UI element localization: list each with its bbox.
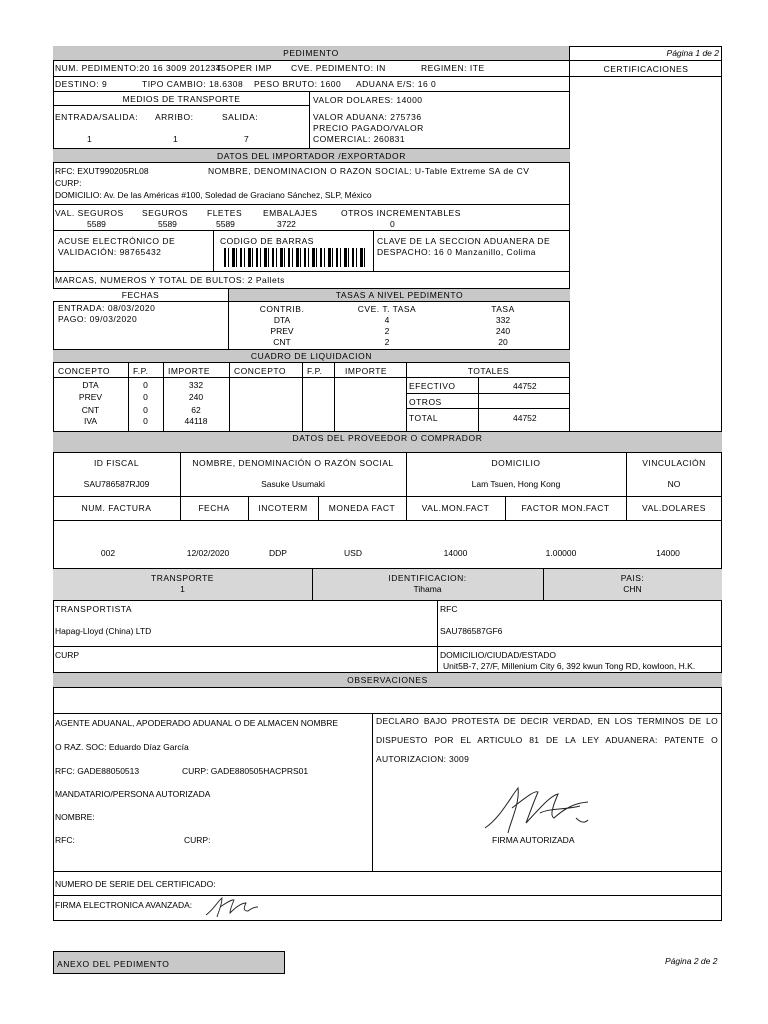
- anexo-title: ANEXO DEL PEDIMENTO: [53, 951, 285, 974]
- agente-line2: O RAZ. SOC: Eduardo Díaz García: [55, 742, 189, 752]
- efectivo-label: EFECTIVO: [409, 381, 456, 391]
- embalajes-label: EMBALAJES: [263, 208, 318, 218]
- agente-line1: AGENTE ADUANAL, APODERADO ADUANAL O DE ALMACEN NOMBRE: [55, 718, 339, 728]
- mandatario-curp: CURP:: [184, 835, 211, 845]
- barcode: [224, 248, 366, 267]
- observaciones-title: OBSERVACIONES: [53, 673, 722, 688]
- otros-label: OTROS: [409, 397, 442, 407]
- liq-h-importe: IMPORTE: [168, 366, 211, 376]
- firma-electronica: FIRMA ELECTRONICA AVANZADA:: [55, 900, 193, 910]
- prov-domicilio: Lam Tsuen, Hong Kong: [471, 479, 561, 489]
- liq-importe-cnt: 62: [191, 405, 201, 415]
- transportista-rfc-label: RFC: [440, 604, 458, 614]
- fletes-label: FLETES: [207, 208, 243, 218]
- fecha-pago: PAGO: 09/03/2020: [58, 314, 138, 324]
- destino: DESTINO: 9: [55, 79, 108, 89]
- liq-fp-prev: 0: [143, 392, 148, 402]
- mandatario-rfc: RFC:: [55, 835, 75, 845]
- peso-bruto: PESO BRUTO: 1600: [254, 79, 342, 89]
- transportista-label: TRANSPORTISTA: [55, 604, 133, 614]
- tasa-cve-cnt: 2: [384, 337, 390, 347]
- pedimento-title: PEDIMENTO: [53, 46, 570, 61]
- transporte-h: TRANSPORTE: [151, 573, 214, 583]
- pais-value: CHN: [623, 584, 642, 594]
- fact-numero: 002: [100, 548, 116, 558]
- mandatario-nombre: NOMBRE:: [55, 812, 95, 822]
- identificacion-h: IDENTIFICACION:: [388, 573, 467, 583]
- regimen: REGIMEN: ITE: [421, 63, 485, 73]
- firma-electronica-signature: [204, 895, 260, 919]
- liq-concepto-dta: DTA: [82, 380, 99, 390]
- valor-aduana: VALOR ADUANA: 275736: [313, 112, 422, 122]
- identificacion-value: Tihama: [413, 584, 442, 594]
- liq-concepto-cnt: CNT: [81, 405, 100, 415]
- liq-fp-cnt: 0: [143, 405, 148, 415]
- tasa-contrib-dta: DTA: [273, 315, 291, 325]
- fact-valdol: 14000: [656, 548, 680, 558]
- declaracion: DECLARO BAJO PROTESTA DE DECIR VERDAD, EN LOS TERMINOS DE LO DISPUESTO POR EL ARTICULO 81 DE LA LEY ADUANERA: PATENTE O AUTORIZACION: 3009: [376, 716, 718, 764]
- fact-valmon: 14000: [443, 548, 468, 558]
- valor-comercial: COMERCIAL: 260831: [313, 134, 406, 144]
- num-pedimento: NUM. PEDIMENTO:20 16 3009 2012345: [55, 63, 227, 73]
- prov-id: SAU786587RJ09: [83, 479, 150, 489]
- tasa-cve-prev: 2: [384, 326, 390, 336]
- certificaciones-title: CERTIFICACIONES: [570, 61, 722, 77]
- proveedor-title: DATOS DEL PROVEEDOR O COMPRADOR: [53, 431, 722, 453]
- page-number-1: Página 1 de 2: [570, 46, 722, 61]
- importer-nombre: NOMBRE, DENOMINACION O RAZON SOCIAL: U-Table Extreme SA de CV: [208, 166, 530, 176]
- val-seguros-label: VAL. SEGUROS: [55, 208, 124, 218]
- fact-h-valdol: VAL.DOLARES: [642, 503, 706, 513]
- total-value: 44752: [513, 413, 537, 423]
- marcas: MARCAS, NUMEROS Y TOTAL DE BULTOS: 2 Pallets: [55, 275, 285, 285]
- liq-concepto-prev: PREV: [78, 392, 103, 402]
- clave-line1: CLAVE DE LA SECCION ADUANERA DE: [377, 236, 551, 246]
- salida-value: 7: [244, 134, 249, 144]
- valor-dolares: VALOR DOLARES: 14000: [313, 95, 423, 105]
- seguros-label: SEGUROS: [142, 208, 189, 218]
- transportista-value: Hapag-Lloyd (China) LTD: [55, 626, 152, 636]
- importer-curp: CURP:: [55, 178, 82, 188]
- codigo-barras-label: CODIGO DE BARRAS: [220, 236, 314, 246]
- liquidacion-title: CUADRO DE LIQUIDACION: [53, 349, 570, 363]
- efectivo-value: 44752: [513, 381, 537, 391]
- liq-h-importe2: IMPORTE: [345, 366, 388, 376]
- importer-title: DATOS DEL IMPORTADOR /EXPORTADOR: [53, 149, 570, 163]
- liq-vline-3: [229, 363, 230, 431]
- fact-h-incoterm: INCOTERM: [258, 503, 308, 513]
- liq-vline-4: [302, 363, 303, 431]
- precio-pagado: PRECIO PAGADO/VALOR: [313, 123, 424, 133]
- liq-vline-5: [334, 363, 335, 431]
- otros-incrementables-label: OTROS INCREMENTABLES: [341, 208, 461, 218]
- factura-values-row: [53, 521, 722, 569]
- acuse-line1: ACUSE ELECTRÓNICO DE: [58, 236, 176, 246]
- prov-h-id: ID FISCAL: [93, 458, 140, 468]
- prov-h-nombre: NOMBRE, DENOMINACIÓN O RAZÓN SOCIAL: [192, 458, 394, 468]
- val-seguros-value: 5589: [87, 219, 106, 229]
- transportista-domicilio-label: DOMICILIO/CIUDAD/ESTADO: [440, 650, 557, 660]
- aduana: ADUANA E/S: 16 0: [356, 79, 437, 89]
- prov-h-domicilio: DOMICILIO: [491, 458, 541, 468]
- otros-incrementables-value: 0: [390, 219, 395, 229]
- transportista-row: [53, 601, 722, 647]
- page-number-2: Página 2 de 2: [665, 956, 718, 966]
- liq-h-fp: F.P.: [133, 366, 149, 376]
- prov-nombre: Sasuke Usumaki: [261, 479, 325, 489]
- fact-moneda: USD: [344, 548, 362, 558]
- salida-label: SALIDA:: [222, 112, 259, 122]
- fletes-value: 5589: [216, 219, 235, 229]
- liq-concepto-iva: IVA: [83, 416, 98, 426]
- fact-factor: 1.00000: [545, 548, 577, 558]
- liq-fp-dta: 0: [143, 380, 148, 390]
- tasa-value-dta: 332: [495, 315, 511, 325]
- tasa-contrib-cnt: CNT: [273, 337, 291, 347]
- prov-h-vinculacion: VINCULACIÓN: [642, 458, 706, 468]
- importer-domicilio: DOMICILIO: Av. De las Américas #100, Soledad de Graciano Sánchez, SLP, México: [55, 190, 372, 200]
- agente-vline: [372, 714, 373, 872]
- pais-h: PAIS:: [620, 573, 645, 583]
- liq-h-concepto2: CONCEPTO: [234, 366, 287, 376]
- liq-importe-dta: 332: [188, 380, 204, 390]
- tipo-cambio: TIPO CAMBIO: 18.6308: [142, 79, 244, 89]
- numero-serie: NUMERO DE SERIE DEL CERTIFICADO:: [55, 879, 216, 889]
- clave-line2: DESPACHO: 16 0 Manzanillo, Colima: [377, 247, 537, 257]
- medios-transporte-title: MEDIOS DE TRANSPORTE: [53, 92, 310, 106]
- tasas-h-contrib: CONTRIB.: [259, 304, 305, 314]
- liq-h-fp2: F.P.: [307, 366, 323, 376]
- agente-rfc: RFC: GADE88050513: [55, 766, 140, 776]
- importer-rfc: RFC: EXUT990205RL08: [55, 166, 149, 176]
- arribo-label: ARRIBO:: [155, 112, 194, 122]
- fechas-title: FECHAS: [53, 289, 229, 302]
- transportista-rfc-value: SAU786587GF6: [440, 626, 503, 636]
- fact-h-moneda: MONEDA FACT: [328, 503, 396, 513]
- acuse-line2: VALIDACIÓN: 98765432: [58, 247, 162, 257]
- liq-fp-iva: 0: [143, 416, 148, 426]
- prov-vinculacion: NO: [667, 479, 681, 489]
- tasa-value-cnt: 20: [498, 337, 508, 347]
- cve-pedimento: CVE. PEDIMENTO: IN: [291, 63, 386, 73]
- fact-h-numero: NUM. FACTURA: [81, 503, 152, 513]
- tasas-h-cve: CVE. T. TASA: [357, 304, 417, 314]
- fact-h-valmon: VAL.MON.FACT: [421, 503, 490, 513]
- transportista-domicilio-value: Unit5B-7, 27/F, Millenium City 6, 392 kwun Tong RD, kowloon, H.K.: [443, 661, 696, 671]
- agente-curp: CURP: GADE880505HACPRS01: [182, 766, 309, 776]
- transporte-value: 1: [180, 584, 185, 594]
- entrada-salida-label: ENTRADA/SALIDA:: [55, 112, 139, 122]
- fact-h-factor: FACTOR MON.FACT: [521, 503, 610, 513]
- seguros-value: 5589: [158, 219, 177, 229]
- tipo-operacion: T. OPER IMP: [216, 63, 273, 73]
- fact-fecha: 12/02/2020: [186, 548, 230, 558]
- arribo-value: 1: [173, 134, 178, 144]
- tasas-h-tasa: TASA: [491, 304, 515, 314]
- liq-importe-prev: 240: [188, 392, 204, 402]
- observaciones-body: [53, 688, 722, 714]
- mandatario: MANDATARIO/PERSONA AUTORIZADA: [55, 789, 211, 799]
- tasas-title: TASAS A NIVEL PEDIMENTO: [229, 289, 570, 302]
- fecha-entrada: ENTRADA: 08/03/2020: [58, 303, 156, 313]
- liq-h-concepto: CONCEPTO: [58, 366, 111, 376]
- tasa-value-prev: 240: [495, 326, 511, 336]
- transportista-curp-label: CURP: [55, 650, 80, 660]
- entrada-salida-value: 1: [87, 134, 92, 144]
- signature-image: [480, 778, 600, 838]
- fact-incoterm: DDP: [269, 548, 287, 558]
- liq-importe-iva: 44118: [184, 416, 208, 426]
- liq-h-totales: TOTALES: [467, 366, 510, 376]
- firma-autorizada: FIRMA AUTORIZADA: [492, 835, 575, 845]
- embalajes-value: 3722: [277, 219, 296, 229]
- fact-h-fecha: FECHA: [198, 503, 230, 513]
- tasa-cve-dta: 4: [384, 315, 390, 325]
- tasa-contrib-prev: PREV: [270, 326, 294, 336]
- total-label: TOTAL: [409, 413, 439, 423]
